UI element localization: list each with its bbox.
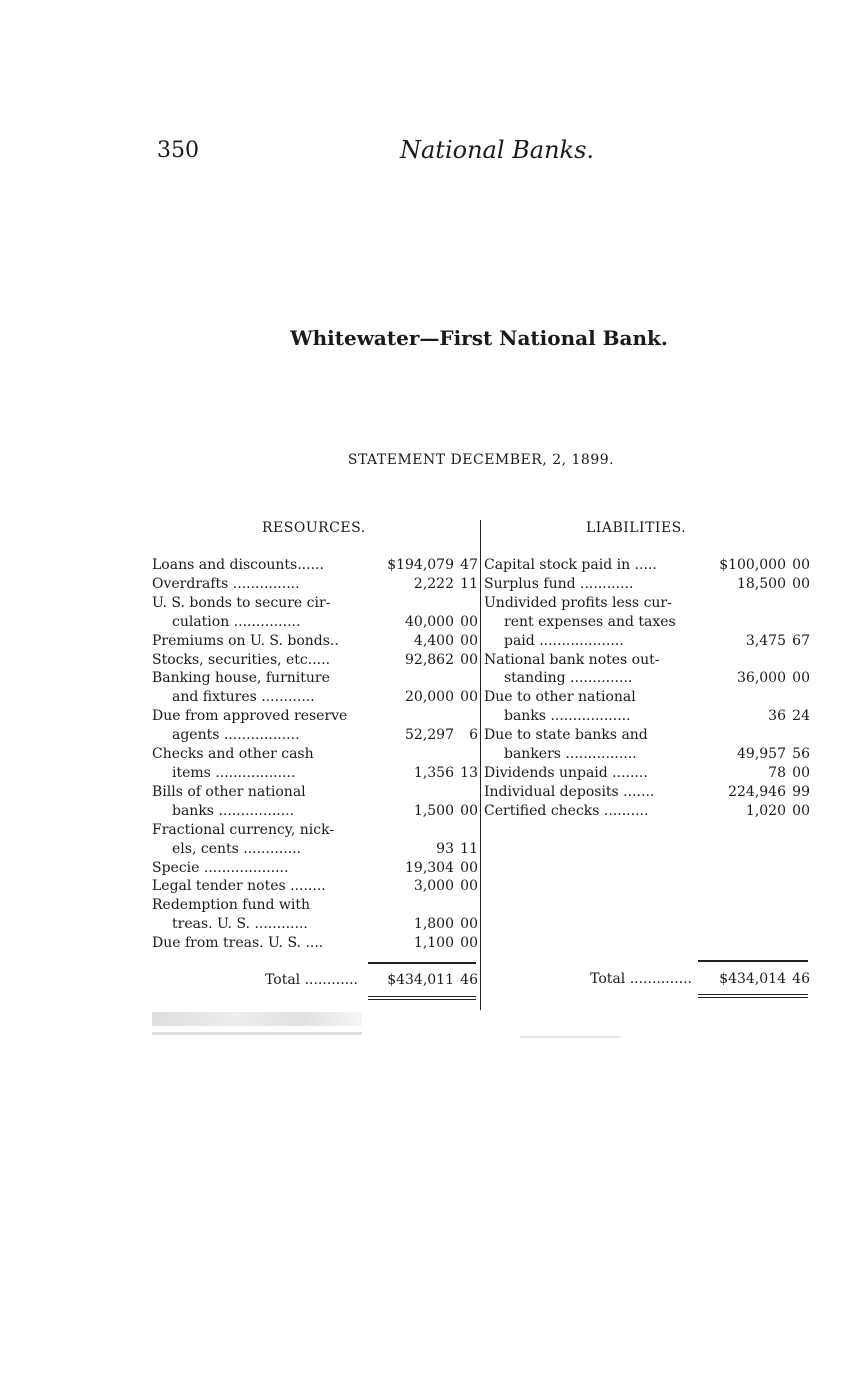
section-title: National Banks. (400, 136, 595, 164)
column-divider (480, 520, 481, 1010)
row-cents: 11 (460, 840, 478, 857)
row-label: and fixtures ............ (172, 689, 315, 706)
row-label: Due to other national (484, 689, 636, 706)
row-label: Fractional currency, nick- (152, 821, 335, 838)
table-row (152, 669, 478, 688)
table-row (152, 783, 478, 802)
row-dollars: 1,500 (413, 802, 454, 819)
row-label: banks ................. (172, 802, 295, 819)
row-dollars (374, 594, 454, 613)
table-row (152, 877, 478, 896)
row-dollars: 20,000 (405, 689, 454, 706)
row-label: Individual deposits ....... (484, 783, 655, 800)
print-smudge (152, 1012, 362, 1026)
row-dollars (374, 669, 454, 688)
row-cents (786, 651, 810, 670)
liabilities-table (484, 556, 810, 821)
row-label: U. S. bonds to secure cir- (152, 594, 331, 611)
row-dollars (690, 613, 786, 632)
row-cents: 00 (460, 613, 478, 630)
liabilities-total-double-rule (698, 994, 808, 998)
row-label: bankers ................ (504, 746, 637, 763)
row-dollars (374, 896, 454, 915)
row-cents (786, 594, 810, 613)
table-row (484, 745, 810, 764)
row-dollars: 40,000 (405, 613, 454, 630)
table-row (152, 688, 478, 707)
row-dollars: 19,304 (405, 859, 454, 876)
row-cents (454, 745, 478, 764)
row-label: Certified checks .......... (484, 802, 649, 819)
row-dollars: 3,000 (413, 878, 454, 895)
row-label: Legal tender notes ........ (152, 878, 326, 895)
table-row (152, 859, 478, 878)
table-row (152, 840, 478, 859)
table-row (152, 802, 478, 821)
row-cents: 00 (460, 632, 478, 649)
table-row (484, 726, 810, 745)
row-cents: 00 (792, 670, 810, 687)
print-smudge (520, 1036, 620, 1038)
row-label: Bills of other national (152, 783, 306, 800)
row-cents: 00 (460, 651, 478, 668)
table-row (484, 651, 810, 670)
table-row (152, 745, 478, 764)
table-row (152, 821, 478, 840)
table-row (484, 802, 810, 821)
row-cents (454, 707, 478, 726)
row-label: Due from approved reserve (152, 708, 348, 725)
row-dollars: 1,100 (413, 935, 454, 952)
row-cents (454, 669, 478, 688)
row-dollars: 4,400 (413, 632, 454, 649)
row-cents: 00 (460, 878, 478, 895)
row-cents: 00 (792, 802, 810, 819)
table-row (484, 613, 810, 632)
row-label: National bank notes out- (484, 651, 660, 668)
row-label: standing .............. (504, 670, 633, 687)
row-dollars (374, 783, 454, 802)
row-cents: 00 (460, 859, 478, 876)
row-label: Stocks, securities, etc..... (152, 651, 331, 668)
row-label: Surplus fund ............ (484, 575, 634, 592)
resources-total-label: Total ............ (265, 972, 358, 988)
row-label: culation ............... (172, 613, 301, 630)
row-label: banks .................. (504, 708, 631, 725)
row-label: paid ................... (504, 632, 624, 649)
row-cents: 99 (792, 783, 810, 800)
row-cents (786, 613, 810, 632)
row-cents (454, 821, 478, 840)
row-cents (454, 896, 478, 915)
row-dollars (690, 726, 786, 745)
row-label: items .................. (172, 764, 296, 781)
table-row (484, 764, 810, 783)
table-row (152, 934, 478, 953)
row-label: agents ................. (172, 727, 300, 744)
liabilities-total-cents: 46 (792, 971, 810, 987)
row-dollars (690, 594, 786, 613)
row-dollars (374, 821, 454, 840)
row-label: Checks and other cash (152, 746, 314, 763)
row-label: Redemption fund with (152, 897, 311, 914)
table-row (152, 632, 478, 651)
row-label: Loans and discounts...... (152, 557, 324, 573)
liabilities-total-dollars: $434,014 (719, 971, 786, 987)
resources-table (152, 556, 478, 953)
statement-title: STATEMENT DECEMBER, 2, 1899. (347, 452, 615, 468)
row-dollars: 92,862 (405, 651, 454, 668)
row-dollars: 1,356 (413, 764, 454, 781)
row-cents: 11 (460, 575, 478, 592)
row-cents: 00 (460, 916, 478, 933)
row-dollars: 1,020 (745, 802, 786, 819)
liabilities-heading: LIABILITIES. (586, 520, 687, 536)
table-row (484, 632, 810, 651)
table-row (484, 669, 810, 688)
row-label: Specie ................... (152, 859, 289, 876)
row-dollars: 52,297 (405, 727, 454, 744)
row-label: Due from treas. U. S. .... (152, 935, 324, 952)
row-dollars: 18,500 (737, 575, 786, 592)
row-label: treas. U. S. ............ (172, 916, 308, 933)
resources-total-row (152, 972, 478, 988)
row-dollars: $194,079 (387, 557, 454, 573)
liabilities-total-rule (698, 960, 808, 962)
row-cents: 56 (792, 746, 810, 763)
row-label: Undivided profits less cur- (484, 594, 672, 611)
row-label: Overdrafts ............... (152, 575, 300, 592)
resources-total-cents: 46 (460, 972, 478, 988)
row-dollars: 3,475 (745, 632, 786, 649)
table-row (152, 575, 478, 594)
table-row (484, 556, 810, 575)
row-cents: 47 (460, 557, 478, 573)
resources-heading: RESOURCES. (262, 520, 366, 536)
resources-total-double-rule (368, 996, 476, 1000)
row-dollars: 2,222 (413, 575, 454, 592)
row-label: Premiums on U. S. bonds.. (152, 632, 339, 649)
table-row (152, 556, 478, 575)
table-row (152, 764, 478, 783)
table-row (152, 726, 478, 745)
row-dollars: 224,946 (728, 783, 786, 800)
row-cents (786, 688, 810, 707)
row-cents: 13 (460, 764, 478, 781)
table-row (152, 896, 478, 915)
row-label: Capital stock paid in ..... (484, 557, 657, 573)
liabilities-total-label: Total .............. (590, 971, 692, 987)
table-row (484, 707, 810, 726)
row-cents (786, 726, 810, 745)
table-row (484, 575, 810, 594)
bank-name-heading: Whitewater—First National Bank. (290, 326, 668, 350)
row-cents: 67 (792, 632, 810, 649)
row-dollars: 78 (768, 764, 786, 781)
row-dollars (690, 651, 786, 670)
row-label: Dividends unpaid ........ (484, 764, 648, 781)
row-cents: 00 (460, 689, 478, 706)
row-dollars: 93 (436, 840, 454, 857)
row-dollars (690, 688, 786, 707)
table-row (152, 915, 478, 934)
row-dollars: 36,000 (737, 670, 786, 687)
resources-total-rule (368, 962, 476, 964)
page-number: 350 (157, 138, 199, 163)
row-label: rent expenses and taxes (504, 613, 676, 630)
print-smudge (152, 1032, 362, 1035)
row-cents: 00 (792, 557, 810, 573)
row-cents: 00 (460, 935, 478, 952)
row-label: Due to state banks and (484, 727, 648, 744)
table-row (484, 594, 810, 613)
row-dollars: 49,957 (737, 746, 786, 763)
row-cents: 6 (469, 727, 478, 744)
row-cents: 24 (792, 708, 810, 725)
row-label: els, cents ............. (172, 840, 302, 857)
table-row (484, 783, 810, 802)
row-dollars: 1,800 (413, 916, 454, 933)
row-dollars: $100,000 (719, 557, 786, 573)
liabilities-total-row (484, 971, 810, 987)
table-row (152, 707, 478, 726)
row-cents (454, 594, 478, 613)
row-cents: 00 (460, 802, 478, 819)
row-dollars: 36 (768, 708, 786, 725)
resources-total-dollars: $434,011 (387, 972, 454, 988)
row-cents: 00 (792, 764, 810, 781)
row-dollars (374, 707, 454, 726)
row-cents: 00 (792, 575, 810, 592)
row-dollars (374, 745, 454, 764)
row-label: Banking house, furniture (152, 670, 330, 687)
table-row (152, 613, 478, 632)
row-cents (454, 783, 478, 802)
table-row (152, 594, 478, 613)
table-row (152, 651, 478, 670)
table-row (484, 688, 810, 707)
